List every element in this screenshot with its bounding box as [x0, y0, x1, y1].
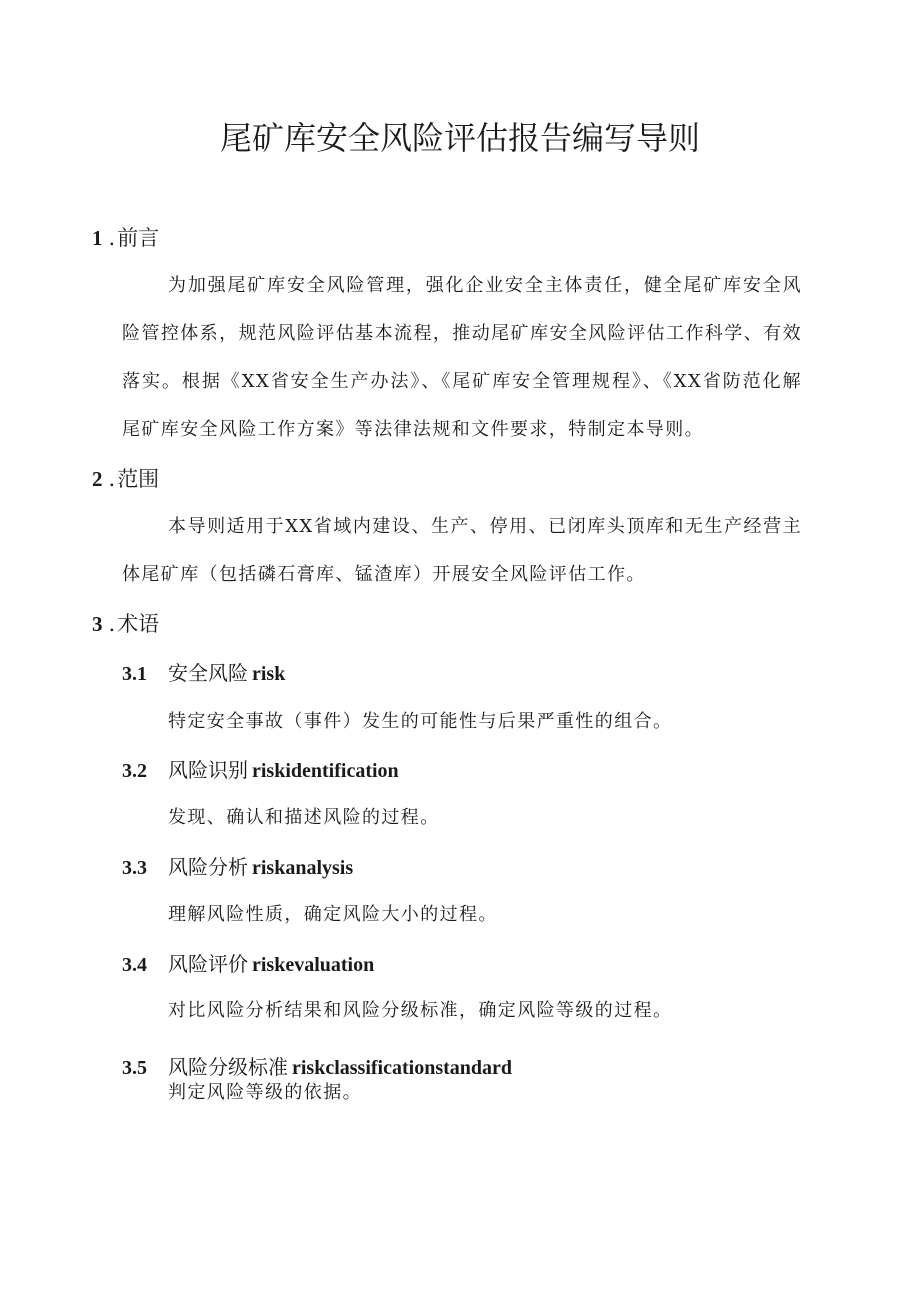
term-definition: 判定风险等级的依据。: [168, 1082, 362, 1103]
term-heading: [122, 853, 353, 882]
section-title: 范围: [117, 467, 160, 491]
section-title: 术语: [117, 612, 160, 636]
section-number: 2: [92, 467, 103, 491]
term-en: riskanalysis: [252, 857, 354, 879]
term-en: risk: [252, 663, 286, 685]
section-heading-terms: 3 .术语: [92, 612, 160, 636]
term-number: 3.2: [122, 760, 147, 782]
document-title: 尾矿库安全风险评估报告编写导则: [219, 119, 700, 157]
term-cn: 风险识别: [168, 758, 248, 782]
term-en: riskidentification: [252, 760, 399, 782]
term-cn: 风险评价: [168, 952, 248, 976]
section-heading-scope: 2 .范围: [92, 467, 160, 491]
section-heading-preface: 1 .前言: [92, 226, 160, 250]
term-cn: 风险分级标准: [168, 1055, 288, 1079]
term-definition: 理解风险性质，确定风险大小的过程。: [168, 904, 498, 925]
term-definition: 特定安全事故（事件）发生的可能性与后果严重性的组合。: [168, 711, 673, 732]
term-heading: [122, 659, 285, 688]
term-en: riskevaluation: [252, 954, 375, 976]
term-heading: [122, 1053, 512, 1082]
section-title: 前言: [117, 226, 160, 250]
section-paragraph-preface: 为加强尾矿库安全风险管理，强化企业安全主体责任，健全尾矿库安全风险管控体系，规范风险评估基本流程，推动尾矿库安全风险评估工作科学、有效落实。根据《XX省安全生产办法》、《尾矿库安全管理规程》、《XX省防范化解尾矿库安全风险工作方案》等法律法规和文件要求，特制定本导则。: [122, 275, 802, 440]
term-heading: [122, 950, 374, 979]
term-number: 3.4: [122, 954, 147, 976]
term-number: 3.5: [122, 1057, 147, 1079]
term-cn: 安全风险: [168, 661, 248, 685]
term-number: 3.1: [122, 663, 147, 685]
term-definition: 对比风险分析结果和风险分级标准，确定风险等级的过程。: [168, 1000, 673, 1021]
term-definition: 发现、确认和描述风险的过程。: [168, 807, 440, 828]
term-cn: 风险分析: [168, 855, 248, 879]
term-en: riskclassificationstandard: [292, 1057, 513, 1079]
term-number: 3.3: [122, 857, 147, 879]
section-number: 1: [92, 226, 103, 250]
term-heading: [122, 756, 399, 785]
section-number: 3: [92, 612, 103, 636]
section-paragraph-scope: 本导则适用于XX省域内建设、生产、停用、已闭库头顶库和无生产经营主体尾矿库（包括磷石膏库、锰渣库）开展安全风险评估工作。: [122, 516, 802, 585]
